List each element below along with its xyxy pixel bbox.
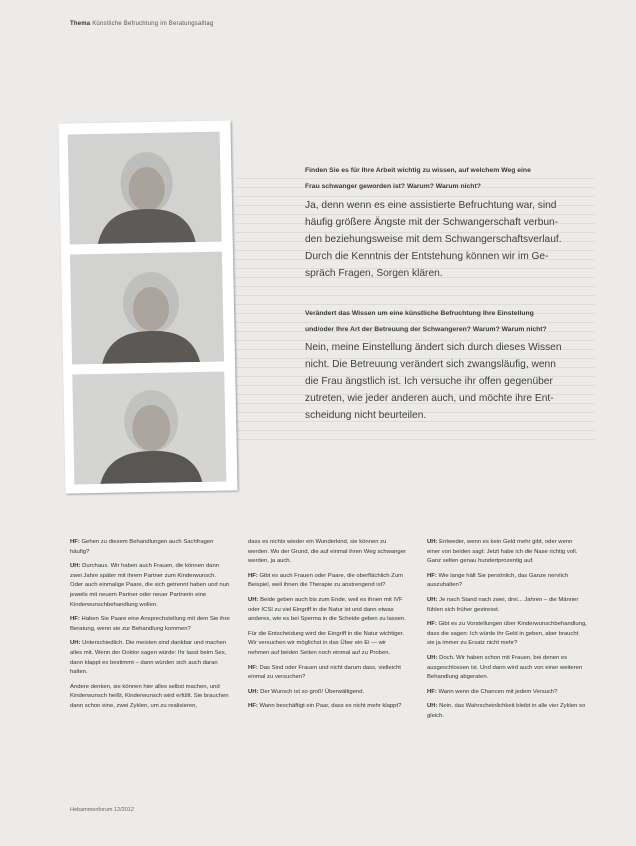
paragraph-text: Doch. Wir haben schon mit Frauen, bei denen es ausgeschlossen ist. Und dann wird auch von einer weiteren Behandlung abgeraten. — [427, 654, 583, 681]
paragraph-text: Nein, das Wahrscheinlichkeit bleibt in alle vier Zyklen so gleich. — [427, 703, 586, 719]
answer-2 — [305, 339, 595, 424]
speaker-label: UH: — [427, 539, 438, 545]
paragraph-text: Für die Entscheidung wird der Eingriff in die Natur wichtiger. Wir versuchen wir möglichst in das Über ein Ei — wir nehmen auf beiden Seiten noch einmal auf zu Proben. — [248, 630, 405, 656]
question-2-line: und/oder Ihre Art der Betreuung der Schwangeren? Warum? Warum nicht? — [305, 326, 547, 333]
header-section: Thema — [70, 21, 91, 27]
paragraph-text: Wann beschäftigt ein Paar, dass es nicht mehr klappt? — [259, 703, 402, 710]
interview-paragraph — [427, 688, 587, 698]
answer-1-line: Durch die Kenntnis der Entstehung können wir im Ge- — [305, 251, 549, 262]
answer-2-line: zutreten, wie jeder anderen auch, und möchte ihre Ent- — [305, 393, 554, 404]
question-2-line: Verändert das Wissen um eine künstliche Befruchtung Ihre Einstellung — [305, 310, 534, 317]
answer-2-line: Nein, meine Einstellung ändert sich durch dieses Wissen — [305, 342, 562, 353]
paragraph-text: Gehen zu diesem Behandlungen auch Sachfragen häufig? — [70, 539, 214, 555]
interview-paragraph — [248, 702, 408, 712]
speaker-label: HF: — [427, 688, 437, 695]
speaker-label: HF: — [70, 539, 80, 545]
interview-paragraph — [427, 702, 587, 721]
running-header — [70, 21, 213, 27]
interview-paragraph — [70, 639, 230, 677]
photo-booth-strip — [58, 120, 237, 493]
speaker-label: UH: — [70, 640, 81, 647]
portrait-image-1 — [68, 132, 222, 245]
interview-paragraph — [427, 654, 587, 683]
paragraph-text: dass es nichts wieder ein Wunderkind, sie können zu werden. Wo der Grund, die auf einmal ihren Weg schwanger werden, ja auch. — [248, 539, 406, 565]
portrait-image-3 — [72, 372, 226, 485]
interview-column-2 — [248, 538, 408, 717]
paragraph-text: Wann wenn die Chancen mit jedem Versuch? — [438, 688, 558, 695]
speaker-label: UH: — [70, 563, 81, 570]
interview-paragraph — [70, 538, 230, 557]
interview-paragraph — [427, 572, 587, 591]
paragraph-text: Andere denken, sie können hier alles selbst machen, und Kinderwunsch heißt, Kinderwunsch wird erfüllt. Sie brauchen dann schon eine, zwei Zyklen, um zu realisieren, — [70, 683, 229, 709]
interview-paragraph — [70, 683, 230, 712]
answer-2-line: nicht. Die Betreuung verändert sich zwangsläufig, wenn — [305, 359, 556, 370]
interview-paragraph — [248, 664, 408, 683]
speaker-label: HF: — [427, 621, 437, 628]
paragraph-text: Gibt es auch Frauen oder Paare, die oberflächlich Zum Beispiel, weil ihnen die Therapie zu anstrengend ist? — [248, 572, 403, 589]
speaker-label: UH: — [427, 703, 438, 710]
interview-paragraph — [248, 538, 408, 567]
paragraph-text: Durchaus. Wir haben auch Frauen, die können dann zwei Jahre später mit ihrem Partner zum Kinderwunsch. Oder auch einmalige Paare, die sich getrennt haben und nun jeweils mit neuem Partner oder neuer Partnerin eine Kinderwunschbehandlung wollen. — [70, 563, 230, 608]
answer-1-line: den beziehungsweise mit dem Schwangerschaftsverlauf. — [305, 234, 562, 245]
speaker-label: UH: — [248, 688, 259, 695]
answer-1-line: Ja, denn wenn es eine assistierte Befruchtung war, sind — [305, 200, 557, 211]
question-1 — [305, 163, 605, 195]
interview-column-1 — [70, 538, 230, 717]
paragraph-text: Das Sind oder Frauen und nicht darum dass, vielleicht einmal zu versuchen? — [248, 664, 401, 681]
answer-2-line: scheidung nicht beurteilen. — [305, 410, 427, 421]
answer-2-line: die Frau ängstlich ist. Ich versuche ihr offen gegenüber — [305, 376, 553, 387]
portrait-photo-1 — [68, 132, 222, 245]
answer-1-line: spräch Fragen, Sorgen klären. — [305, 268, 443, 279]
paragraph-text: Der Wunsch ist so groß! Überwältigend. — [260, 688, 365, 695]
question-2 — [305, 306, 605, 338]
speaker-label: UH: — [427, 654, 438, 661]
paragraph-text: Wie lange hält Sie persönlich, das Ganze nervlich auszuhalten? — [427, 572, 569, 589]
interview-paragraph — [70, 562, 230, 610]
answer-1-line: häufig größere Ängste mit der Schwangerschaft verbun- — [305, 217, 559, 228]
speaker-label: HF: — [248, 664, 258, 671]
interview-paragraph — [248, 572, 408, 591]
interview-paragraph — [70, 615, 230, 634]
interview-paragraph — [248, 688, 408, 698]
paragraph-text: Gibt es zu Vorstellungen über Kinderwunschbehandlung, dass die sagen: Ich würde ihr Geld in geben, aber braucht sie ja immer zu Ersatz nicht mehr? — [427, 621, 587, 647]
speaker-label: HF: — [248, 572, 258, 579]
paragraph-text: Entweder, wenn es kein Geld mehr gibt, oder wenn einer von beiden sagt: Jetzt habe ich die Nase richtig voll. Ganz selten genau hundertprozentig auf. — [427, 539, 578, 565]
question-1-line: Frau schwanger geworden ist? Warum? Warum nicht? — [305, 183, 481, 190]
interview-column-3 — [427, 538, 587, 727]
paragraph-text: Beide geben auch bis zum Ende, weil es ihnen mit IVF oder ICSI zu viel Eingriff in die Natur ist und dann etwas anderes, wie es bei Sperma in die Scheide geben zu lassen. — [248, 596, 406, 623]
interview-paragraph — [248, 630, 408, 659]
paragraph-text: Haben Sie Paare eine Ansprechstellung mit dem Sie ihre Beratung, wenn sie zur Behandlung kommen? — [70, 616, 230, 632]
header-subtitle: Künstliche Befruchtung im Beratungsalltag — [92, 21, 214, 27]
speaker-label: HF: — [248, 703, 258, 710]
paragraph-text: Je nach Stand nach zwei, drei... Jahren – die Männer fühlen sich früher gestresst. — [427, 596, 579, 613]
speaker-label: UH: — [248, 596, 259, 603]
question-1-line: Finden Sie es für Ihre Arbeit wichtig zu wissen, auf welchem Weg eine — [305, 167, 531, 174]
speaker-label: UH: — [427, 596, 438, 603]
paragraph-text: Unterschiedlich. Die meisten sind dankbar und machen alles mit. Wenn der Doktor sagen würde: Ihr lasst beim Sex, dann klappt es bestimmt – dann würden sich auch daran halten. — [70, 640, 227, 676]
portrait-photo-3 — [72, 372, 226, 485]
portrait-image-2 — [70, 252, 224, 365]
interview-paragraph — [427, 620, 587, 649]
interview-paragraph — [248, 596, 408, 625]
interview-paragraph — [427, 538, 587, 567]
speaker-label: HF: — [70, 616, 80, 623]
interview-paragraph — [427, 596, 587, 615]
portrait-photo-2 — [70, 252, 224, 365]
speaker-label: HF: — [427, 572, 437, 579]
answer-1 — [305, 197, 595, 282]
page-footer: Hebammenforum 12/2012 — [70, 807, 134, 813]
